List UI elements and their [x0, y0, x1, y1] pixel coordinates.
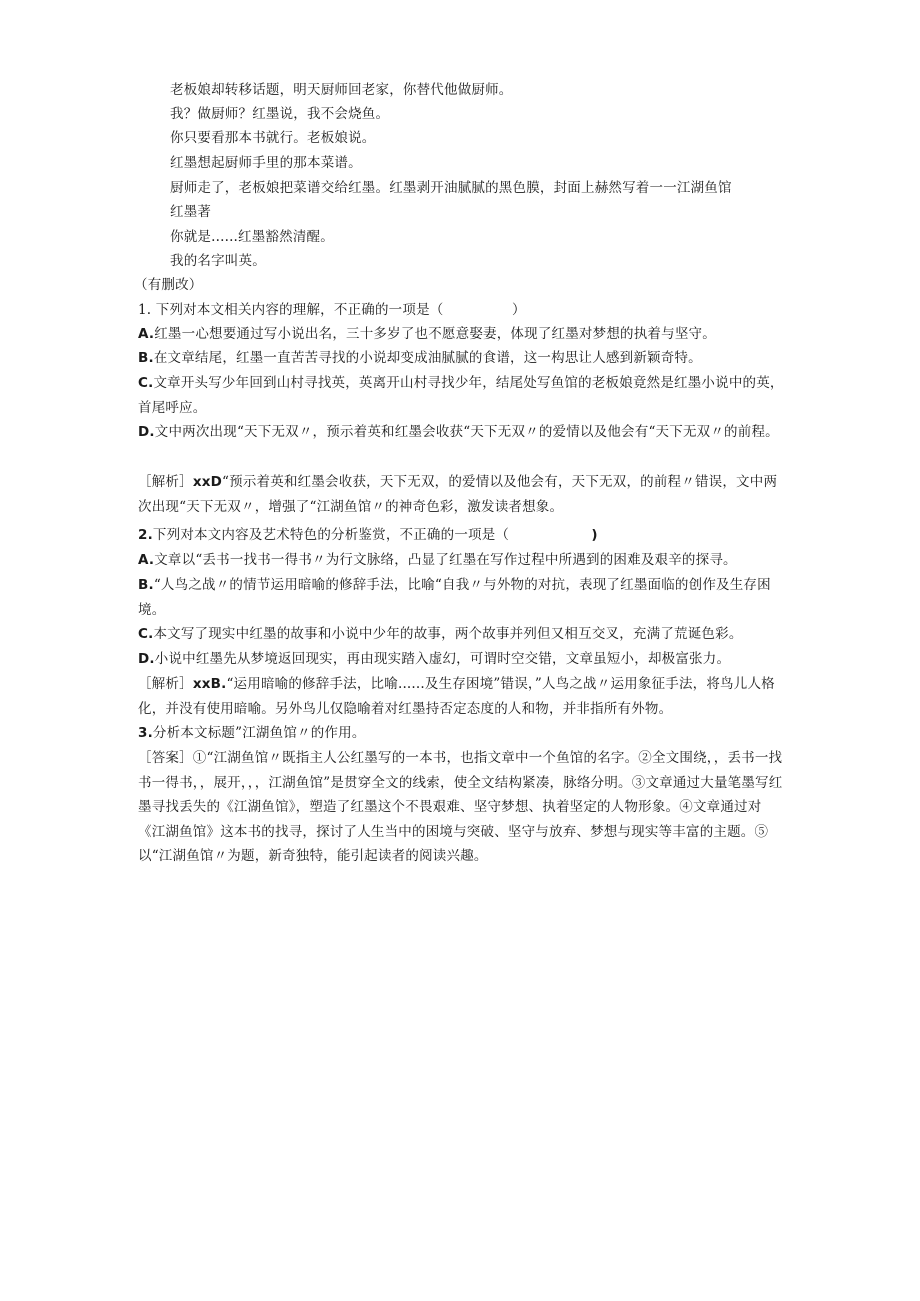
question-1-option-b: [138, 346, 788, 371]
story-line: 厨师走了，老板娘把菜谱交给红墨。红墨剥开油腻腻的黑色膜，封面上赫然写着一一江湖鱼馆: [170, 180, 732, 196]
option-label: C.: [138, 375, 154, 391]
question-2-option-d: [138, 647, 788, 672]
story-line: 红墨著: [170, 204, 212, 220]
option-label: D.: [138, 424, 155, 440]
analysis-prefix: ［解析］: [138, 676, 193, 692]
answer-key: xxD: [192, 474, 223, 490]
option-label: D.: [138, 651, 155, 667]
answer-key: xxB.: [192, 676, 227, 692]
option-text: 红墨一心想要通过写小说出名，三十多岁了也不愿意娶妻，体现了红墨对梦想的执着与坚守。: [154, 326, 716, 342]
question-3-answer: ［答案］①“江湖鱼馆〃既指主人公红墨写的一本书，也指文章中一个鱼馆的名字。②全文围绕，，丢书一找书一得书，，展开，，，江湖鱼馆”是贯穿全文的线索，使全文结构紧凑，脉络分明。③文章通过大量笔墨写红墨寻找丢失的《江湖鱼馆》，塑造了红墨这个不畏艰难、坚守梦想、执着坚定的人物形象。④文章通过对《江湖鱼馆》这本书的找寻，探讨了人生当中的困境与突破、坚守与放弃、梦想与现实等丰富的主题。⑤以“江湖鱼馆〃为题，新奇独特，能引起读者的阅读兴趣。: [138, 750, 783, 864]
option-label: C.: [138, 626, 154, 642]
question-number: 3.: [138, 725, 153, 741]
question-text: 分析本文标题”江湖鱼馆〃的作用。: [152, 725, 366, 741]
option-text: 文中两次出现“天下无双〃，预示着英和红墨会收获“天下无双〃的爱情以及他会有“天下无双〃的前程。: [154, 424, 779, 440]
question-number: 2.: [138, 527, 153, 543]
option-text: 小说中红墨先从梦境返回现实，再由现实踏入虚幻，可谓时空交错，文章虽短小，却极富张力。: [154, 651, 731, 667]
revision-note: （有删改）: [134, 277, 203, 293]
option-text: 本文写了现实中红墨的故事和小说中少年的故事，两个故事并列但又相互交叉，充满了荒诞色彩。: [153, 626, 743, 642]
question-1-analysis: [138, 470, 788, 519]
option-label: A.: [138, 552, 155, 568]
story-line: 你就是......红墨豁然清醒。: [170, 229, 334, 245]
option-label: A.: [138, 326, 155, 342]
question-1-option-a: [138, 322, 788, 347]
story-line: 我的名字叫英。: [170, 253, 266, 269]
story-line: 你只要看那本书就行。老板娘说。: [170, 130, 376, 146]
question-2-analysis: [138, 672, 788, 721]
analysis-text: “运用暗喻的修辞手法，比喻......及生存困境”错误，”人鸟之战〃运用象征手法，将鸟儿人格化，并没有使用暗喻。另外鸟儿仅隐喻着对红墨持否定态度的人和物，并非指所有外物。: [138, 676, 775, 717]
question-1-stem: 1. 下列对本文相关内容的理解，不正确的一项是（ ）: [138, 302, 526, 318]
question-text: 下列对本文内容及艺术特色的分析鉴赏，不正确的一项是（: [152, 527, 592, 543]
option-text: 在文章结尾，红墨一直苦苦寻找的小说却变成油腻腻的食谱，这一构思让人感到新颖奇特。: [153, 350, 702, 366]
analysis-text: “预示着英和红墨会收获，天下无双，的爱情以及他会有，天下无双，的前程〃错误，文中两次出现“天下无双〃，增强了“江湖鱼馆〃的神奇色彩，激发读者想象。: [138, 474, 778, 515]
question-2-option-b: [138, 573, 788, 622]
question-2-option-a: [138, 548, 788, 573]
question-3-stem: [138, 723, 366, 743]
option-text: 文章开头写少年回到山村寻找英，英离开山村寻找少年，结尾处写鱼馆的老板娘竟然是红墨小说中的英，首尾呼应。: [138, 375, 784, 416]
question-2-option-c: [138, 622, 788, 647]
question-1-option-d: [138, 420, 788, 445]
analysis-prefix: ［解析］: [138, 474, 193, 490]
option-text: 文章以“丢书一找书一得书〃为行文脉络，凸显了红墨在写作过程中所遇到的困难及艰辛的探寻。: [154, 552, 737, 568]
question-close: ): [591, 527, 598, 543]
option-text: “人鸟之战〃的情节运用暗喻的修辞手法，比喻“自我〃与外物的对抗，表现了红墨面临的创作及生存困境。: [138, 577, 771, 618]
question-1-option-c: [138, 371, 788, 420]
question-2-stem: [138, 525, 598, 545]
story-line: 我？做厨师？红墨说，我不会烧鱼。: [170, 106, 390, 122]
story-line: 红墨想起厨师手里的那本菜谱。: [170, 155, 362, 171]
story-line: 老板娘却转移话题，明天厨师回老家，你替代他做厨师。: [170, 82, 513, 98]
option-label: B.: [138, 577, 154, 593]
option-label: B.: [138, 350, 154, 366]
